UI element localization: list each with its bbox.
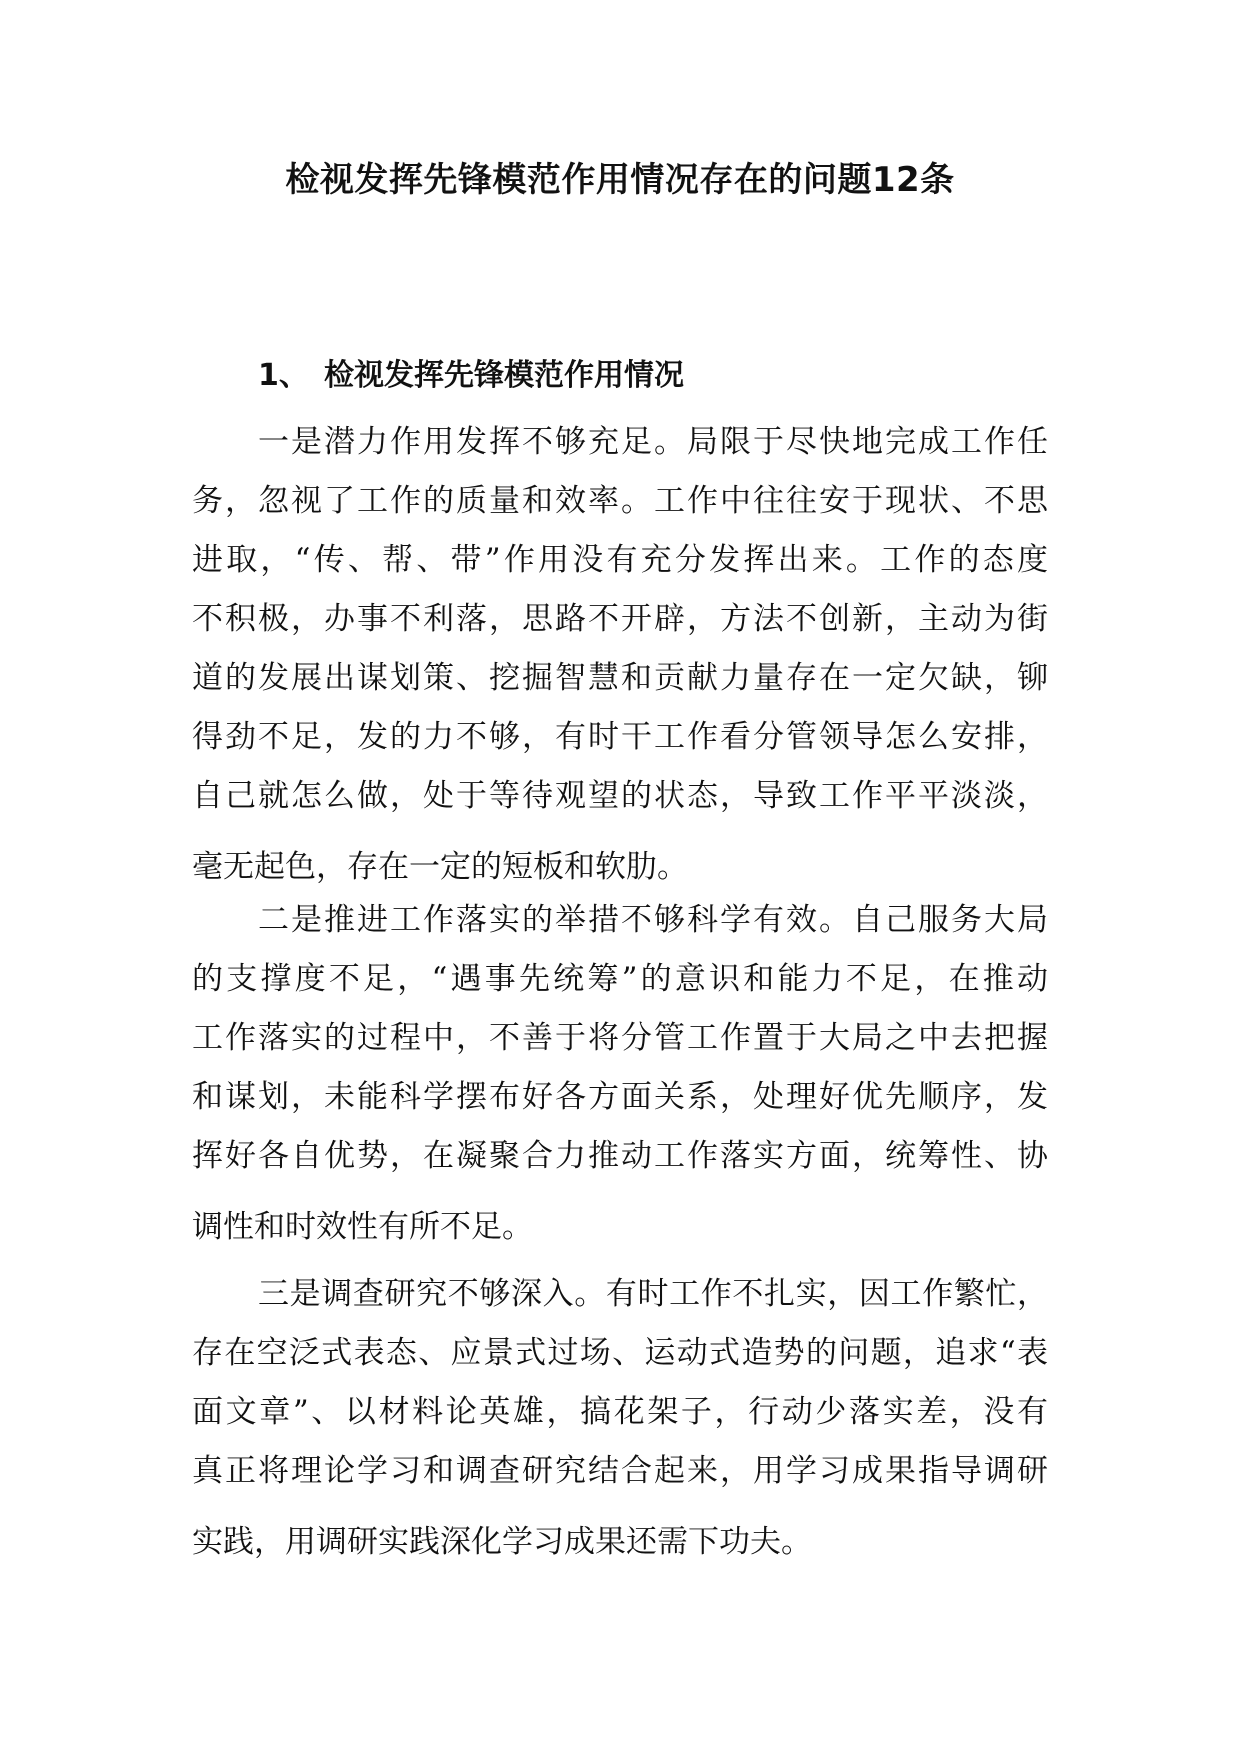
paragraph-line: 实践，用调研实践深化学习成果还需下功夫。	[192, 1524, 812, 1560]
paragraph-line: 毫无起色，存在一定的短板和软肋。	[192, 849, 688, 885]
paragraph-line: 得劲不足，发的力不够，有时干工作看分管领导怎么安排，	[192, 719, 1048, 755]
section-number: 1、	[258, 358, 309, 393]
paragraph-line: 自己就怎么做，处于等待观望的状态，导致工作平平淡淡，	[192, 778, 1048, 814]
document-title: 检视发挥先锋模范作用情况存在的问题12条	[285, 160, 955, 200]
paragraph-line: 三是调查研究不够深入。有时工作不扎实，因工作繁忙，	[258, 1276, 1048, 1312]
section-heading	[258, 354, 684, 398]
paragraph-line: 调性和时效性有所不足。	[192, 1209, 533, 1245]
paragraph-line: 工作落实的过程中，不善于将分管工作置于大局之中去把握	[192, 1020, 1048, 1056]
paragraph-line: 和谋划，未能科学摆布好各方面关系，处理好优先顺序，发	[192, 1079, 1048, 1115]
paragraph-research	[192, 1265, 1048, 1572]
paragraph-line: 真正将理论学习和调查研究结合起来，用学习成果指导调研	[192, 1453, 1048, 1489]
paragraph-line: 进取，“传、帮、带”作用没有充分发挥出来。工作的态度	[192, 542, 1048, 578]
paragraph-line: 存在空泛式表态、应景式过场、运动式造势的问题，追求“表	[192, 1335, 1048, 1371]
paragraph-line: 一是潜力作用发挥不够充足。局限于尽快地完成工作任	[258, 424, 1048, 460]
paragraph-potential	[192, 413, 1048, 897]
section-heading-text: 检视发挥先锋模范作用情况	[324, 358, 684, 393]
paragraph-line: 面文章”、以材料论英雄，搞花架子，行动少落实差，没有	[192, 1394, 1048, 1430]
paragraph-line: 二是推进工作落实的举措不够科学有效。自己服务大局	[258, 902, 1048, 938]
paragraph-line: 务，忽视了工作的质量和效率。工作中往往安于现状、不思	[192, 483, 1048, 519]
paragraph-line: 不积极，办事不利落，思路不开辟，方法不创新，主动为街	[192, 601, 1048, 637]
paragraph-line: 挥好各自优势，在凝聚合力推动工作落实方面，统筹性、协	[192, 1138, 1048, 1174]
paragraph-line: 的支撑度不足，“遇事先统筹”的意识和能力不足，在推动	[192, 961, 1048, 997]
paragraph-implementation	[192, 891, 1048, 1257]
paragraph-line: 道的发展出谋划策、挖掘智慧和贡献力量存在一定欠缺，铆	[192, 660, 1048, 696]
